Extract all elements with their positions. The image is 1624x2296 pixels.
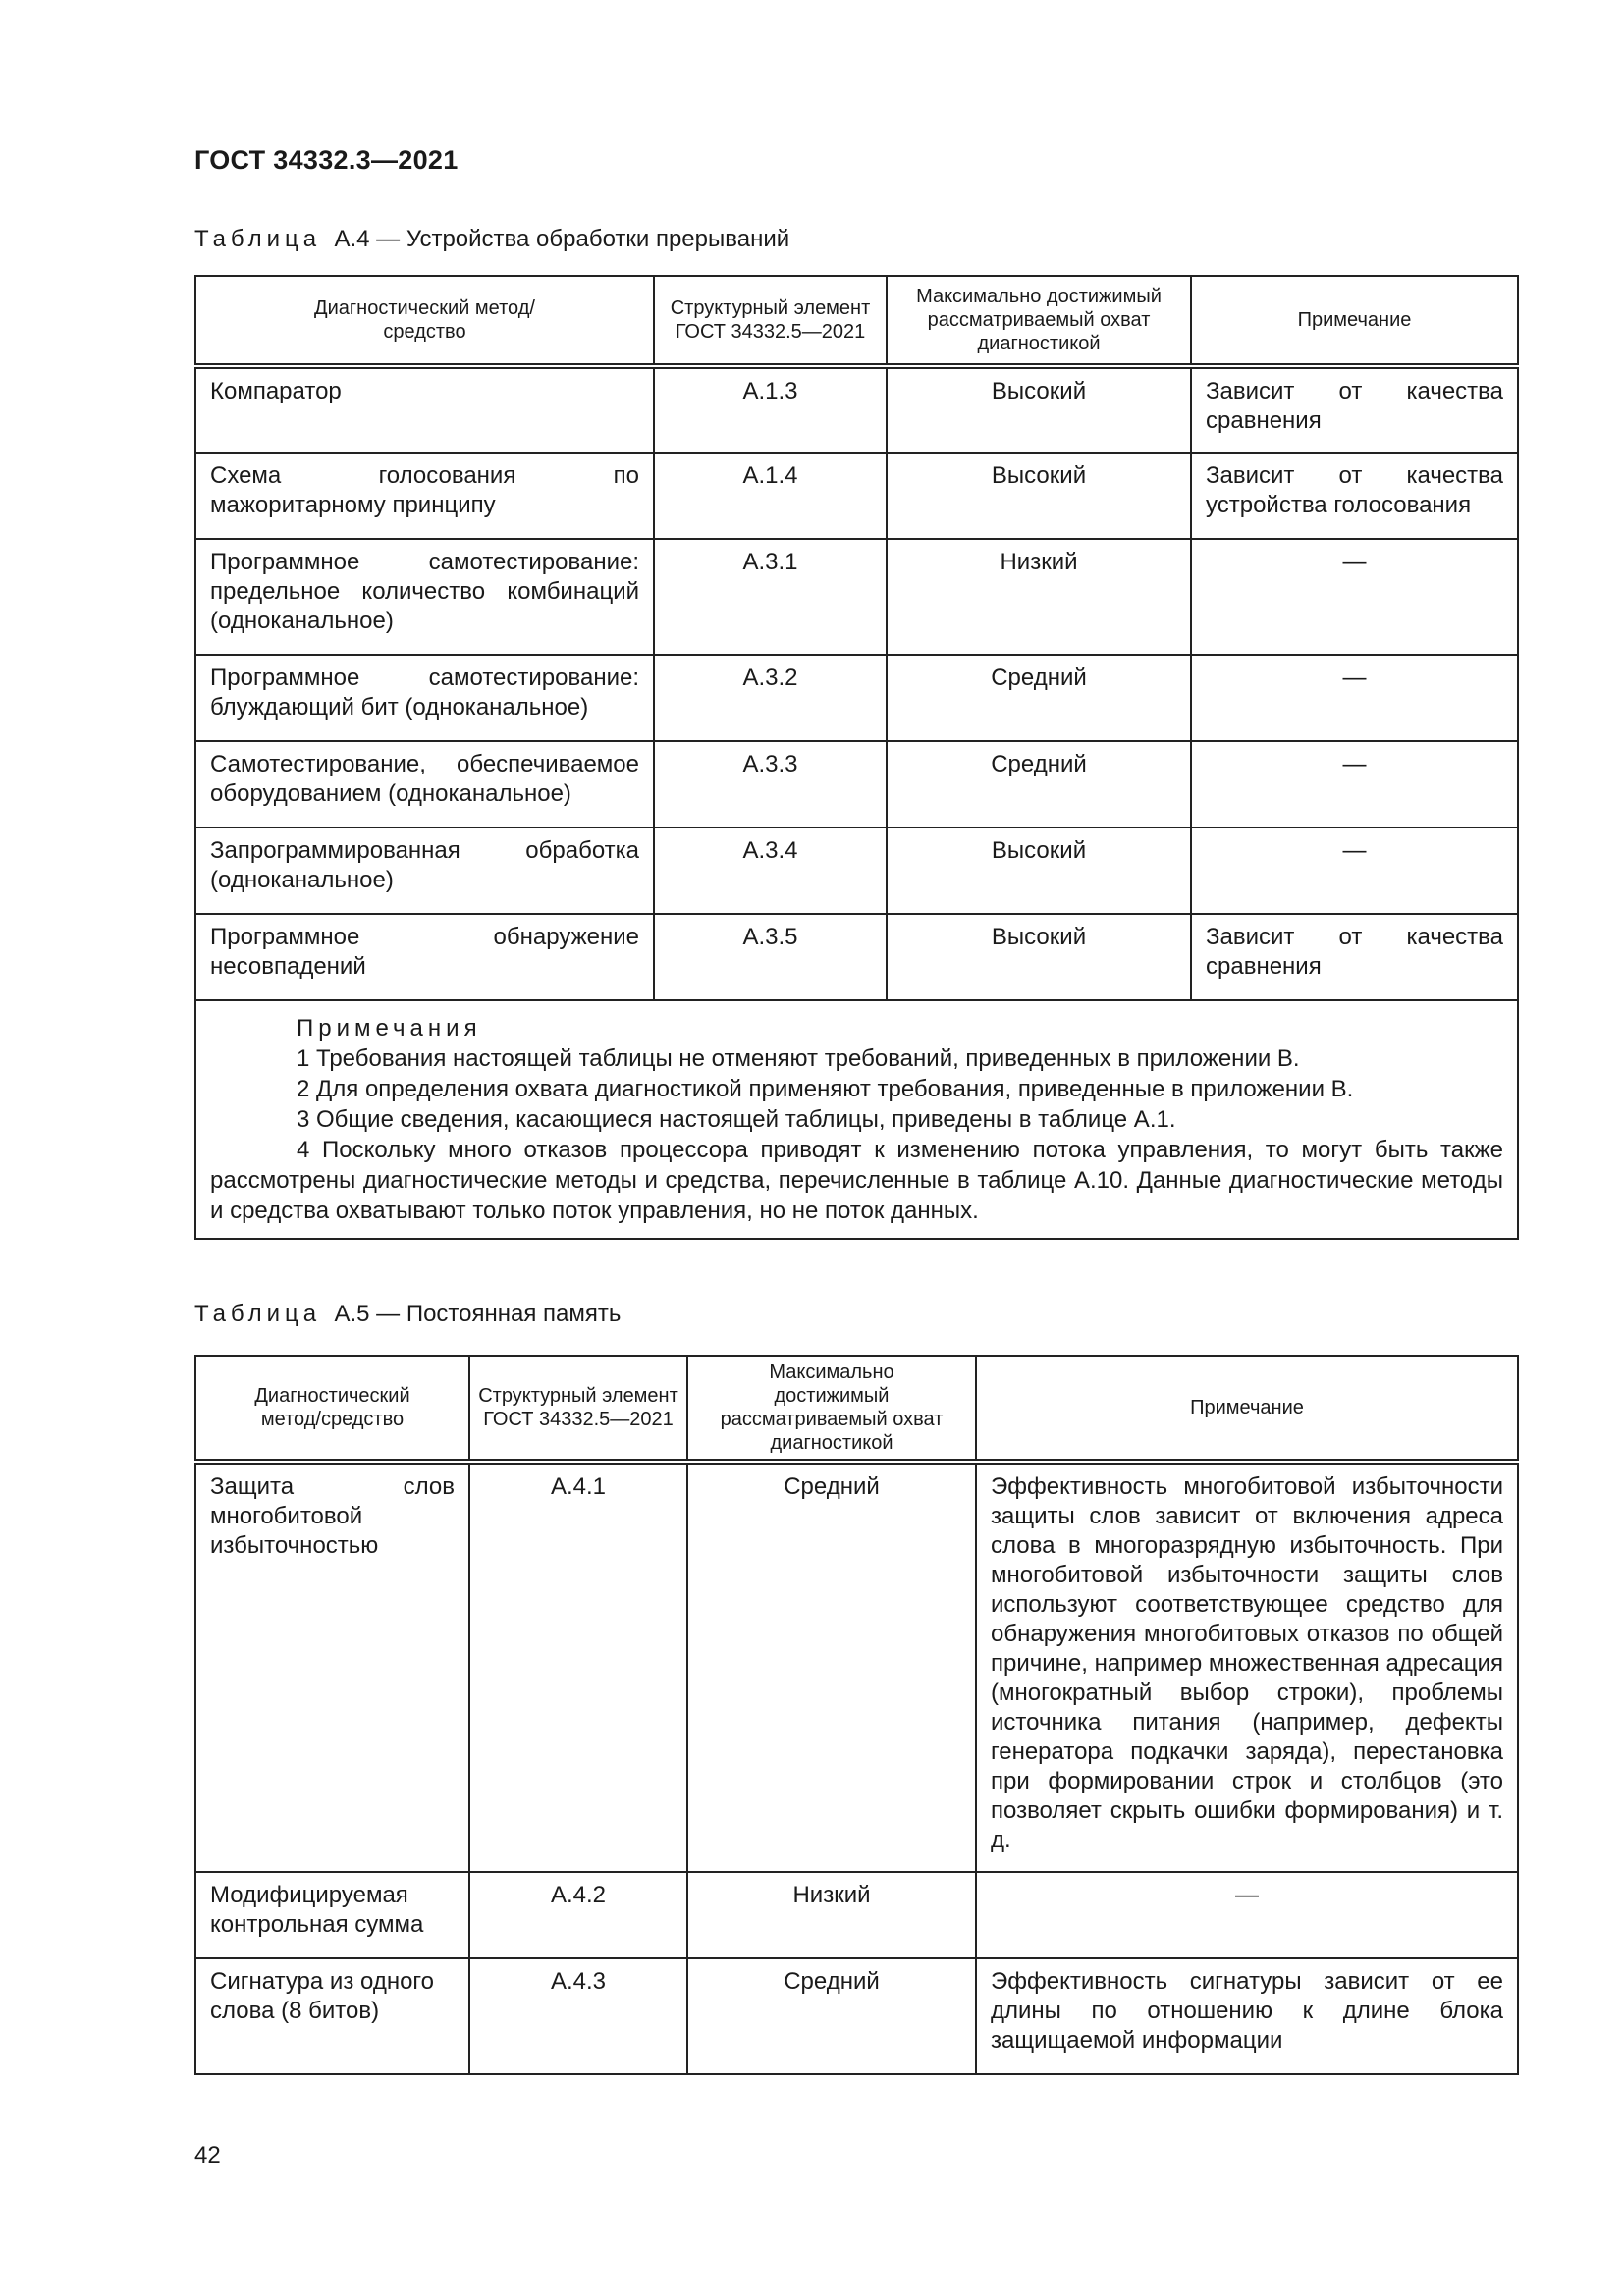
table-header-row <box>195 276 1518 366</box>
column-header-coverage: Максимально достижимый рассматриваемый охват диагностикой <box>887 276 1191 366</box>
coverage-cell: Низкий <box>887 539 1191 655</box>
table-notes <box>195 1000 1518 1239</box>
note-cell: — <box>976 1872 1518 1958</box>
table-row <box>195 655 1518 741</box>
method-cell: Программное самотестирование: предельное количество комбинаций (одноканальное) <box>195 539 654 655</box>
note-item: 2 Для определения охвата диагностикой применяют требования, приведенные в приложении В. <box>297 1076 1354 1102</box>
note-cell: Зависит от качества сравнения <box>1191 914 1518 1000</box>
element-cell: A.4.1 <box>469 1462 687 1872</box>
method-cell: Программное обнаружение несовпадений <box>195 914 654 1000</box>
method-cell: Защита слов многобитовой избыточностью <box>195 1462 469 1872</box>
table-row <box>195 1462 1518 1872</box>
table-row <box>195 914 1518 1000</box>
element-cell: A.1.3 <box>654 366 887 453</box>
table-row <box>195 453 1518 539</box>
note-item: 3 Общие сведения, касающиеся настоящей таблицы, приведены в таблице А.1. <box>297 1106 1176 1133</box>
notes-row <box>195 1000 1518 1239</box>
table-row <box>195 828 1518 914</box>
coverage-cell: Высокий <box>887 914 1191 1000</box>
note-cell: — <box>1191 655 1518 741</box>
column-header-note: Примечание <box>976 1356 1518 1462</box>
coverage-cell: Средний <box>887 741 1191 828</box>
note-cell: Зависит от качества сравнения <box>1191 366 1518 453</box>
table-a5 <box>194 1355 1519 2075</box>
element-cell: A.3.4 <box>654 828 887 914</box>
element-cell: A.4.2 <box>469 1872 687 1958</box>
coverage-cell: Низкий <box>687 1872 976 1958</box>
document-id: ГОСТ 34332.3—2021 <box>194 145 459 175</box>
method-cell: Модифицируемая контрольная сумма <box>195 1872 469 1958</box>
element-cell: A.1.4 <box>654 453 887 539</box>
table-row <box>195 741 1518 828</box>
table-a4-caption-word: Таблица <box>194 226 322 252</box>
element-cell: A.3.3 <box>654 741 887 828</box>
table-a5-caption <box>194 1301 621 1328</box>
coverage-cell: Средний <box>687 1958 976 2074</box>
table-row <box>195 1872 1518 1958</box>
note-cell: — <box>1191 539 1518 655</box>
method-cell: Самотестирование, обеспечиваемое оборудованием (одноканальное) <box>195 741 654 828</box>
element-cell: A.3.2 <box>654 655 887 741</box>
note-item: 4 Поскольку много отказов процессора приводят к изменению потока управления, то могут быть также рассмотрены диагностические методы и средства, перечисленные в таблице А.10. Данные диагностические методы и средства охватывают только поток управления, но не поток данных. <box>210 1137 1503 1224</box>
note-item: 1 Требования настоящей таблицы не отменяют требований, приведенных в приложении В. <box>297 1045 1300 1072</box>
column-header-method: Диагностический метод/средство <box>195 1356 469 1462</box>
page-number: 42 <box>194 2142 221 2168</box>
coverage-cell: Средний <box>887 655 1191 741</box>
element-cell: A.3.1 <box>654 539 887 655</box>
note-cell: — <box>1191 828 1518 914</box>
table-header-row <box>195 1356 1518 1462</box>
table-a5-caption-word: Таблица <box>194 1301 322 1327</box>
table-a5-caption-text: А.5 — Постоянная память <box>334 1301 622 1327</box>
element-cell: A.4.3 <box>469 1958 687 2074</box>
method-cell: Схема голосования по мажоритарному принципу <box>195 453 654 539</box>
column-header-element: Структурный элемент ГОСТ 34332.5—2021 <box>469 1356 687 1462</box>
note-cell: Зависит от качества устройства голосования <box>1191 453 1518 539</box>
method-cell: Запрограммированная обработка (одноканальное) <box>195 828 654 914</box>
table-a4 <box>194 275 1519 1240</box>
column-header-coverage: Максимально достижимый рассматриваемый охват диагностикой <box>687 1356 976 1462</box>
column-header-note: Примечание <box>1191 276 1518 366</box>
notes-title: Примечания <box>297 1015 482 1041</box>
table-row <box>195 539 1518 655</box>
method-cell: Компаратор <box>195 366 654 453</box>
coverage-cell: Высокий <box>887 366 1191 453</box>
table-row <box>195 1958 1518 2074</box>
coverage-cell: Высокий <box>887 453 1191 539</box>
note-cell: Эффективность сигнатуры зависит от ее длины по отношению к длине блока защищаемой информации <box>976 1958 1518 2074</box>
note-cell: — <box>1191 741 1518 828</box>
table-row <box>195 366 1518 453</box>
method-cell: Программное самотестирование: блуждающий бит (одноканальное) <box>195 655 654 741</box>
element-cell: A.3.5 <box>654 914 887 1000</box>
column-header-method: Диагностический метод/средство <box>195 276 654 366</box>
method-cell: Сигнатура из одного слова (8 битов) <box>195 1958 469 2074</box>
coverage-cell: Средний <box>687 1462 976 1872</box>
note-cell: Эффективность многобитовой избыточности защиты слов зависит от включения адреса слова в многоразрядную избыточность. При многобитовой избыточности защиты слов используют соответствующее средство для обнаружения многобитовых отказов по общей причине, например множественная адресация (многократный выбор строки), проблемы источника питания (например, дефекты генератора подкачки заряда), перестановка при формировании строк и столбцов (это позволяет скрыть ошибки формирования) и т. д. <box>976 1462 1518 1872</box>
coverage-cell: Высокий <box>887 828 1191 914</box>
table-a4-caption <box>194 226 789 253</box>
column-header-element: Структурный элемент ГОСТ 34332.5—2021 <box>654 276 887 366</box>
table-a4-caption-text: А.4 — Устройства обработки прерываний <box>334 226 790 252</box>
